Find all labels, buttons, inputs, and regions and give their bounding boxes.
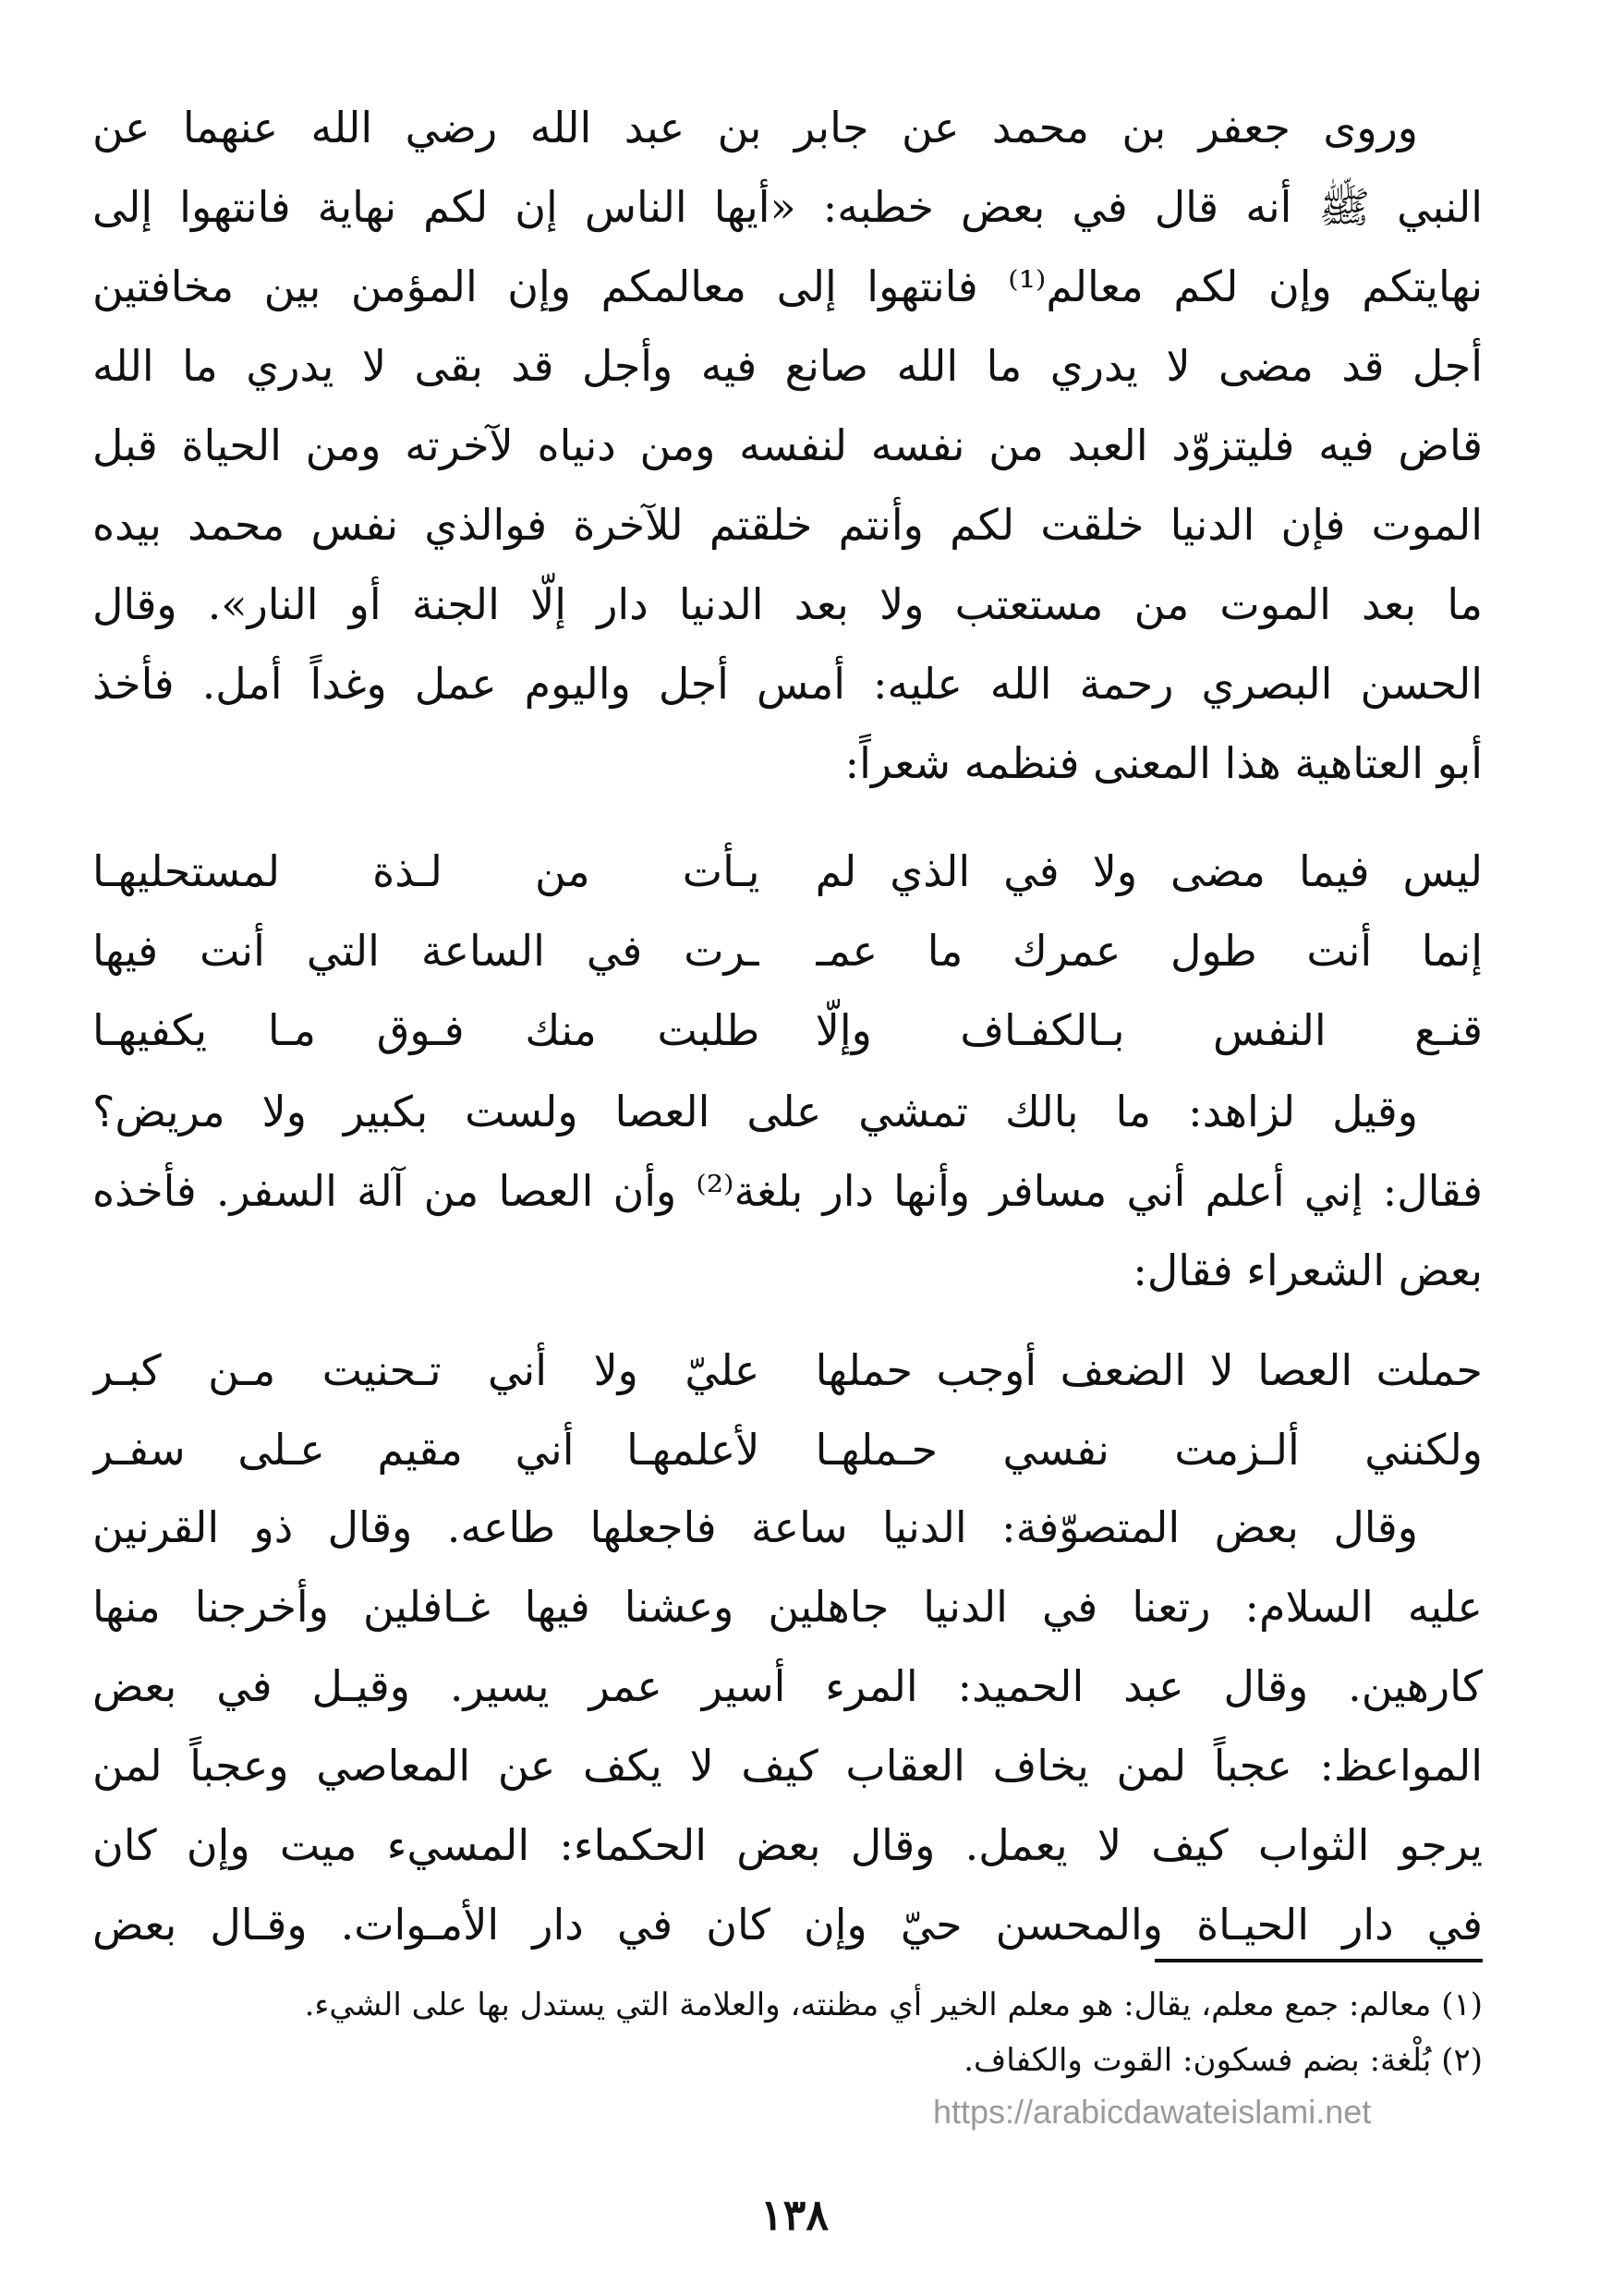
verse-first-hemistich: ولكنني ألـزمت نفسي حـملهـا: [815, 1425, 1483, 1475]
footnote-1: (١) معالم: جمع معلم، يقال: هو معلم الخير أي مظنته، والعلامة التي يستدل بها على الشيء.: [304, 1986, 1483, 2023]
footnote-separator: [1155, 1959, 1483, 1962]
verse-first-hemistich: ليس فيما مضى ولا في الذي لم: [815, 846, 1483, 896]
text-line: عليه السلام: رتعنا في الدنيا جاهلين وعشنا فيها غـافلين وأخرجنا منها: [92, 1582, 1483, 1632]
text-line: ما بعد الموت من مستعتب ولا بعد الدنيا دار إلّا الجنة أو النار». وقال: [92, 579, 1483, 629]
text-line: النبي ﷺ أنه قال في بعض خطبه: «أيها الناس إن لكم نهاية فانتهوا إلى: [92, 182, 1483, 232]
text-line: بعض الشعراء فقال:: [1133, 1245, 1483, 1295]
verse-second-hemistich: طلبت منك فـوق مـا يكفيهـا: [92, 1005, 760, 1055]
page-number: ١٣٨: [759, 2190, 830, 2240]
verse-second-hemistich: عليّ ولا أني تـحنيت مـن كبـر: [92, 1345, 760, 1395]
text-line: قاض فيه فليتزوّد العبد من نفسه لنفسه ومن دنياه لآخرته ومن الحياة قبل: [92, 420, 1483, 470]
text-line: أجل قد مضى لا يدري ما الله صانع فيه وأجل قد بقى لا يدري ما الله: [92, 341, 1483, 391]
text-line: وقيل لزاهد: ما بالك تمشي على العصا ولست بكبير ولا مريض؟: [92, 1087, 1418, 1136]
verse-second-hemistich: لأعلمهـا أني مقيم عـلى سفـر: [92, 1425, 760, 1475]
verse-second-hemistich: ـرت في الساعة التي أنت فيها: [92, 926, 760, 976]
footnote-2: (٢) بُلْغة: بضم فسكون: القوت والكفاف.: [964, 2042, 1483, 2079]
text-line: نهايتكم وإن لكم معالم⁽¹⁾ فانتهوا إلى معالمكم وإن المؤمن بين مخافتين: [92, 261, 1483, 311]
text-line: كارهين. وقال عبد الحميد: المرء أسير عمر يسير. وقيـل في بعض: [92, 1661, 1483, 1711]
poem-abu-al-atahiya: [92, 832, 1483, 1070]
poem-verse: [92, 1330, 1483, 1410]
watermark-url: https://arabicdawateislami.net: [933, 2093, 1372, 2131]
verse-second-hemistich: يـأت من لـذة لمستحليهـا: [92, 846, 760, 896]
verse-first-hemistich: حملت العصا لا الضعف أوجب حملها: [815, 1345, 1483, 1395]
text-line: يرجو الثواب كيف لا يعمل. وقال بعض الحكماء: المسيء ميت وإن كان: [92, 1820, 1483, 1870]
paragraph-hadith: [92, 88, 1483, 803]
text-line: في دار الحيـاة والمحسن حيّ وإن كان في دار الأمـوات. وقـال بعض: [92, 1900, 1483, 1950]
poem-verse: [92, 990, 1483, 1070]
poem-verse: [92, 911, 1483, 990]
poem-verse: [92, 832, 1483, 911]
text-line: الموت فإن الدنيا خلقت لكم وأنتم خلقتم للآخرة فوالذي نفس محمد بيده: [92, 500, 1483, 550]
paragraph-ascetic: [92, 1072, 1483, 1310]
paragraph-sayings: [92, 1488, 1483, 1964]
text-line: الحسن البصري رحمة الله عليه: أمس أجل واليوم عمل وغداً أمل. فأخذ: [92, 659, 1483, 709]
text-line: المواعظ: عجباً لمن يخاف العقاب كيف لا يكف عن المعاصي وعجباً لمن: [92, 1741, 1483, 1791]
text-line: أبو العتاهية هذا المعنى فنظمه شعراً:: [844, 738, 1483, 788]
text-line: فقال: إني أعلم أني مسافر وأنها دار بلغة⁽²⁾ وأن العصا من آلة السفر. فأخذه: [92, 1166, 1483, 1216]
text-line: وروى جعفر بن محمد عن جابر بن عبد الله رضي الله عنهما عن: [92, 103, 1418, 152]
poem-verse: [92, 1410, 1483, 1489]
poem-staff: [92, 1330, 1483, 1489]
verse-first-hemistich: إنما أنت طول عمرك ما عمـ: [815, 926, 1483, 976]
verse-first-hemistich: قنـع النفس بـالكفـاف وإلّا: [815, 1005, 1483, 1055]
text-line: وقال بعض المتصوّفة: الدنيا ساعة فاجعلها طاعه. وقال ذو القرنين: [92, 1502, 1418, 1552]
